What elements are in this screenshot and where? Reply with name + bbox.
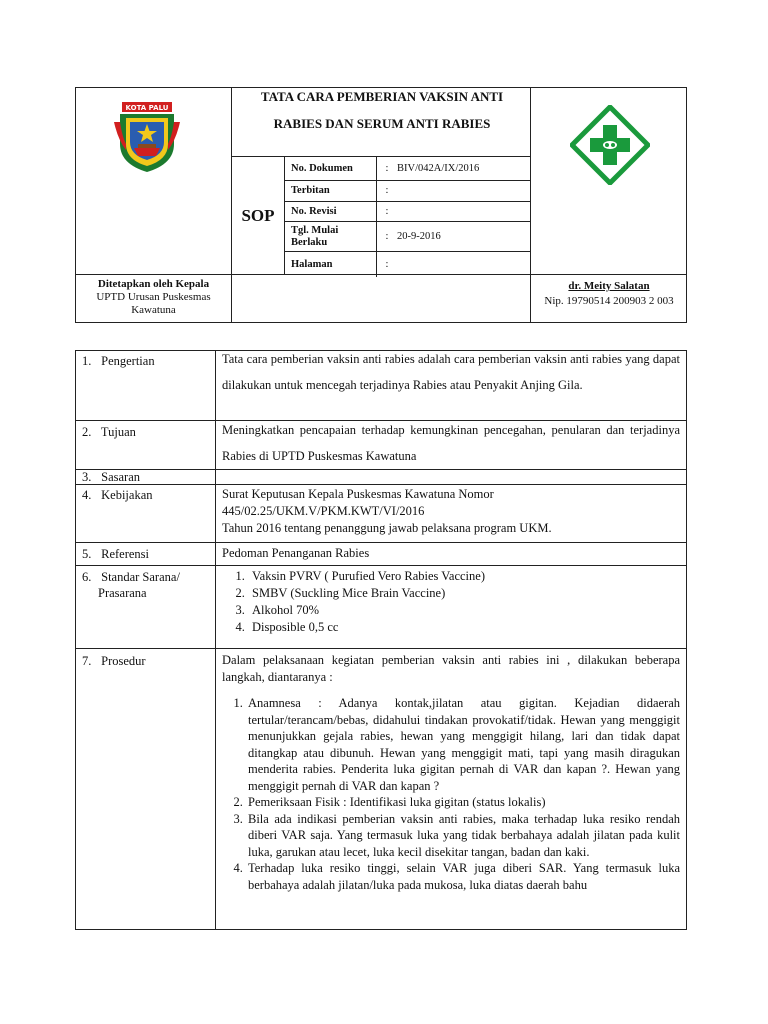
procedure-step: 4. Terhadap luka resiko tinggi, selain VAR juga diberi SAR. Yang termasuk luka berbahaya adalah jilatan/luka pada mukosa, luka diatas daerah bahu (246, 860, 680, 893)
signer-name: dr. Meity Salatan (568, 280, 650, 292)
kebijakan-line: Surat Keputusan Kepala Puskesmas Kawatuna Nomor (222, 487, 494, 501)
doc-info-value: 20-9-2016 (397, 230, 441, 242)
section-text-standar-sarana (216, 568, 686, 636)
doc-info-label: Halaman (285, 252, 377, 277)
section-label: Kebijakan (101, 488, 153, 502)
doc-info-row-revisi (285, 202, 531, 222)
section-number: 6. (82, 570, 92, 584)
section-number: 1. (82, 354, 92, 368)
signer-block (531, 275, 687, 322)
section-label: Tujuan (100, 425, 136, 439)
section-text-prosedur (216, 650, 686, 929)
section-number: 7. (82, 654, 92, 668)
established-by (76, 275, 231, 322)
doc-info-label: Tgl. Mulai Berlaku (285, 222, 377, 251)
document-title (248, 88, 516, 154)
procedure-step: 1. Anamnesa : Adanya kontak,jilatan atau gigitan. Kejadian didaerah tertular/terancam/bebas, didahului tindakan provokatif/tidak. Hewan yang menggigit menunjukkan gejala rabies, hewan yang menggigit hilang, lari dan tidak dapat ditangkap atau dibunuh. Hewan yang menggigit mati, tapi yang masih diragukan menderita rabies. Penderita luka gigitan pernah di VAR dan kapan ?. Hewan yang menggigit pernah di VAR dan kapan ? (246, 695, 680, 794)
equipment-list (222, 568, 680, 636)
prosedur-intro: Dalam pelaksanaan kegiatan pemberian vaksin anti rabies ini , dilakukan beberapa langkah, diantaranya : (222, 653, 680, 684)
kota-palu-crest-logo (112, 100, 182, 174)
kebijakan-line: 445/02.25/UKM.V/PKM.KWT/VI/2016 (222, 504, 425, 518)
title-line-1: TATA CARA PEMBERIAN VAKSIN ANTI (260, 89, 504, 104)
procedure-step: 2. Pemeriksaan Fisik : Identifikasi luka gigitan (status lokalis) (246, 794, 680, 811)
section-label-tujuan (76, 422, 215, 440)
section-label-prosedur (76, 651, 215, 669)
list-item: 2. SMBV (Suckling Mice Brain Vaccine) (248, 585, 680, 602)
section-label-sasaran (76, 469, 215, 485)
doc-info-row-halaman (285, 252, 531, 277)
section-text-kebijakan (216, 486, 686, 537)
procedure-step: 3. Bila ada indikasi pemberian vaksin anti rabies, maka terhadap luka resiko rendah diberi VAR saja. Yang termasuk luka yang tidak berbahaya adalah jilatan pada kulit luka, garukan atau lecet, luka kecil disekitar tangan, badan dan kaki. (246, 811, 680, 861)
established-by-title: Ditetapkan oleh Kepala (97, 278, 210, 290)
doc-info-table (284, 157, 531, 274)
doc-info-label: No. Dokumen (285, 157, 377, 180)
section-label-pengertian (76, 351, 215, 369)
section-label-standar-sarana (76, 567, 215, 601)
section-number: 5. (82, 547, 92, 561)
section-text-pengertian: Tata cara pemberian vaksin anti rabies adalah cara pemberian vaksin anti rabies yang dapat dilakukan untuk mencegah terjadinya Rabies atau Penyakit Anjing Gila. (222, 352, 680, 392)
doc-info-value: BIV/042A/IX/2016 (397, 162, 480, 174)
doc-info-sep: : (385, 205, 389, 217)
section-label-referensi (76, 544, 215, 562)
sop-label: SOP (241, 205, 275, 225)
section-label: Sasaran (101, 470, 140, 484)
signer-nip: Nip. 19790514 200903 2 003 (544, 295, 674, 307)
doc-info-sep: : (385, 258, 389, 270)
section-number: 2. (82, 425, 92, 439)
row-divider (75, 542, 687, 543)
section-text-referensi: Pedoman Penanganan Rabies (222, 546, 370, 560)
procedure-steps (222, 695, 680, 893)
doc-info-sep: : (385, 230, 389, 242)
section-label: Standar Sarana/ (101, 570, 180, 584)
section-number: 3. (82, 470, 92, 484)
list-item: 4. Disposible 0,5 cc (248, 619, 680, 636)
doc-info-row-dokumen (285, 157, 531, 181)
doc-info-sep: : (385, 162, 389, 174)
section-label: Referensi (101, 547, 150, 561)
doc-info-label: Terbitan (285, 181, 377, 201)
title-line-2: RABIES DAN SERUM ANTI RABIES (273, 116, 491, 131)
section-label-kebijakan (76, 485, 215, 503)
row-divider (75, 648, 687, 649)
list-item: 3. Alkohol 70% (248, 602, 680, 619)
section-label: Prasarana (98, 586, 147, 600)
section-number: 4. (82, 488, 92, 502)
svg-text:KOTA PALU: KOTA PALU (125, 104, 169, 112)
kebijakan-line: Tahun 2016 tentang penanggung jawab pelaksana program UKM. (222, 521, 552, 535)
doc-info-row-tgl-mulai (285, 222, 531, 252)
section-label: Prosedur (101, 654, 146, 668)
doc-info-sep: : (385, 185, 389, 196)
established-by-org: UPTD Urusan Puskesmas Kawatuna (96, 291, 211, 316)
row-divider (75, 565, 687, 566)
section-label: Pengertian (101, 354, 155, 368)
puskesmas-logo (570, 105, 650, 185)
doc-info-label: No. Revisi (285, 202, 377, 221)
section-text-tujuan: Meningkatkan pencapaian terhadap kemungkinan pencegahan, penularan dan terjadinya Rabies di UPTD Puskesmas Kawatuna (222, 423, 680, 463)
doc-info-row-terbitan (285, 181, 531, 202)
list-item: 1. Vaksin PVRV ( Purufied Vero Rabies Vaccine) (248, 568, 680, 585)
